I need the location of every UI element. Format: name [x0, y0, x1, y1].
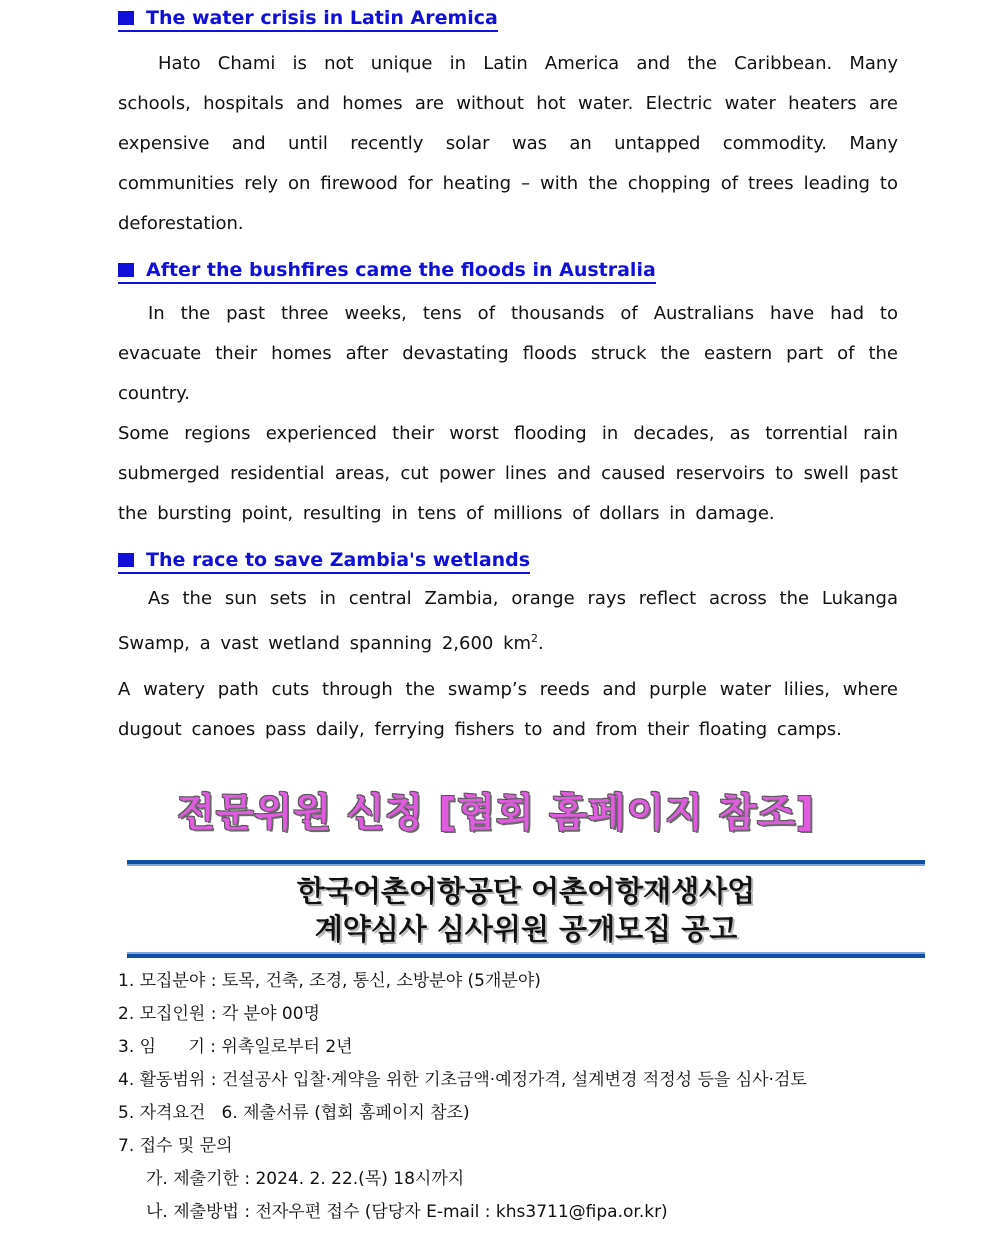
notice-item: 1. 모집분야 : 토목, 건축, 조경, 통신, 소방분야 (5개분야) — [118, 971, 541, 991]
notice-sub-item: 가. 제출기한 : 2024. 2. 22.(목) 18시까지 — [146, 1169, 465, 1189]
paragraph: Hato Chami is not unique in Latin America and the Caribbean. Many schools, hospitals and homes are without hot water. Electric water heaters are expensive and until recently solar was an untapped commodity. Many communities rely on firewood for heating – with the chopping of trees leading to deforestation. — [118, 53, 898, 234]
paragraph-text: As the sun sets in central Zambia, orange rays reflect across the Lukanga Swamp, a vast wetland spanning 2,600 km — [118, 588, 898, 654]
section-heading-text: The water crisis in Latin Aremica — [146, 7, 498, 29]
banner-title-line1: 한국어촌어항공단 어촌어항재생사업 — [296, 874, 756, 908]
banner-title — [127, 866, 925, 952]
square-bullet-icon — [118, 553, 134, 567]
paragraph — [118, 579, 898, 664]
banner-bottom-bar — [127, 954, 925, 958]
section-zambia-wetlands — [118, 548, 898, 574]
section-heading — [118, 258, 656, 284]
promo-heading: 전문위원 신청 [협회 홈페이지 참조] — [177, 791, 815, 836]
square-bullet-icon — [118, 263, 134, 277]
paragraph-period: . — [538, 633, 544, 654]
section-heading — [118, 6, 498, 32]
banner-title-line2: 계약심사 심사위원 공개모집 공고 — [314, 912, 738, 946]
square-bullet-icon — [118, 11, 134, 25]
notice-item: 4. 활동범위 : 건설공사 입찰·계약을 위한 기초금액·예정가격, 설계변경 적정성 등을 심사·검토 — [118, 1070, 807, 1090]
section-heading-text: After the bushfires came the floods in Australia — [146, 259, 656, 281]
notice-item: 3. 임 기 : 위촉일로부터 2년 — [118, 1037, 353, 1057]
section-zambia-body — [118, 579, 898, 750]
notice-item: 5. 자격요건 6. 제출서류 (협회 홈페이지 참조) — [118, 1103, 470, 1123]
section-heading-text: The race to save Zambia's wetlands — [146, 549, 531, 571]
notice-banner — [127, 860, 925, 958]
section-water-crisis-body — [118, 44, 898, 244]
paragraph: Some regions experienced their worst flooding in decades, as torrential rain submerged residential areas, cut power lines and caused reservoirs to swell past the bursting point, resulting in tens of millions of dollars in damage. — [118, 423, 898, 524]
notice-item: 2. 모집인원 : 각 분야 00명 — [118, 1004, 320, 1024]
notice-item: 7. 접수 및 문의 — [118, 1136, 233, 1156]
section-heading — [118, 548, 530, 574]
paragraph: A watery path cuts through the swamp’s reeds and purple water lilies, where dugout canoes pass daily, ferrying fishers to and from their floating camps. — [118, 679, 898, 740]
superscript: 2 — [531, 632, 539, 645]
section-water-crisis — [118, 6, 898, 32]
paragraph: In the past three weeks, tens of thousands of Australians have had to evacuate their homes after devastating floods struck the eastern part of the country. — [118, 303, 898, 404]
notice-sub-item: 나. 제출방법 : 전자우편 접수 (담당자 E-mail : khs3711@fipa.or.kr) — [146, 1202, 668, 1222]
notice-list — [118, 965, 918, 1229]
section-australia-floods — [118, 258, 898, 284]
section-australia-body — [118, 294, 898, 534]
